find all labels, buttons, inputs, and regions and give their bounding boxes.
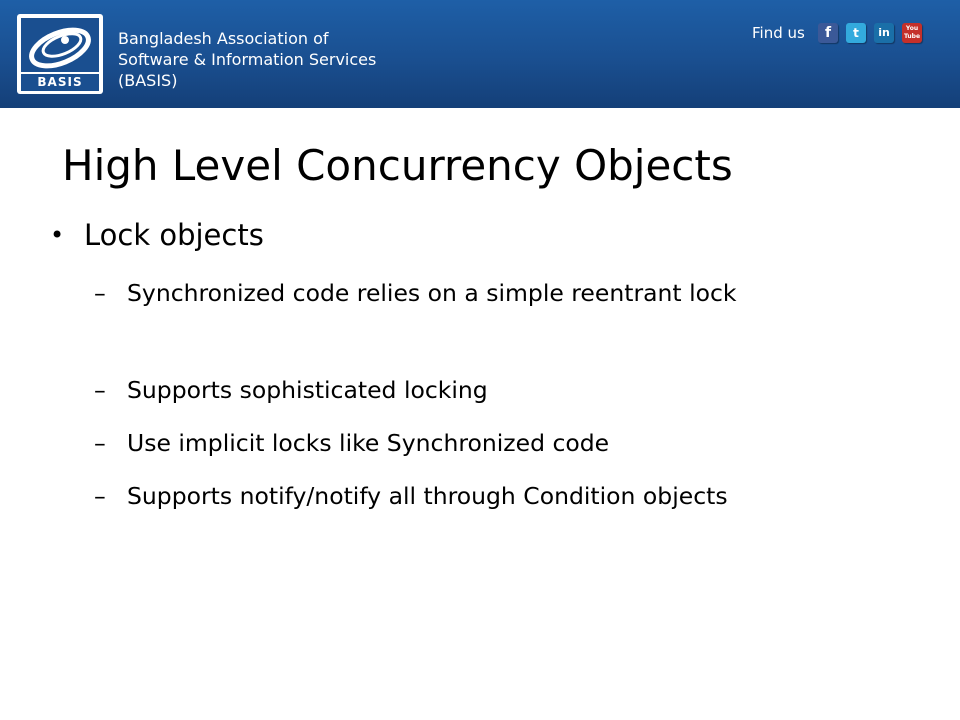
bullet-marker: • bbox=[50, 221, 65, 249]
sub-bullet-marker: – bbox=[94, 279, 106, 307]
sub-bullet-text: Synchronized code relies on a simple reentrant lock bbox=[127, 279, 737, 307]
youtube-icon[interactable]: You Tube bbox=[902, 23, 922, 43]
bullet-text: Lock objects bbox=[84, 218, 264, 252]
find-us-label: Find us bbox=[752, 24, 805, 42]
org-name-line: Software & Information Services bbox=[118, 50, 377, 69]
sub-bullet-text: Use implicit locks like Synchronized code bbox=[127, 429, 610, 457]
basis-logo[interactable] bbox=[17, 14, 103, 94]
sub-bullet-marker: – bbox=[94, 376, 106, 404]
sub-bullet-text: Supports sophisticated locking bbox=[127, 376, 488, 404]
sub-bullet-item bbox=[94, 475, 854, 517]
sub-bullet-text: Supports notify/notify all through Condition objects bbox=[127, 482, 728, 510]
sub-bullet-marker: – bbox=[94, 482, 106, 510]
logo-swoosh-icon bbox=[21, 18, 99, 72]
logo-text: BASIS bbox=[21, 74, 99, 91]
sub-bullet-item bbox=[94, 422, 854, 464]
org-name-line: (BASIS) bbox=[118, 71, 178, 90]
linkedin-icon[interactable]: in bbox=[874, 23, 894, 43]
sub-bullet-marker: – bbox=[94, 429, 106, 457]
facebook-icon[interactable]: f bbox=[818, 23, 838, 43]
header-bar bbox=[0, 0, 960, 108]
sub-bullet-item bbox=[94, 272, 854, 314]
logo-emblem bbox=[21, 18, 99, 72]
sub-bullet-item bbox=[94, 369, 854, 411]
org-name-line: Bangladesh Association of bbox=[118, 29, 329, 48]
twitter-icon[interactable]: t bbox=[846, 23, 866, 43]
slide-title: High Level Concurrency Objects bbox=[62, 141, 733, 190]
organization-name bbox=[118, 28, 376, 91]
